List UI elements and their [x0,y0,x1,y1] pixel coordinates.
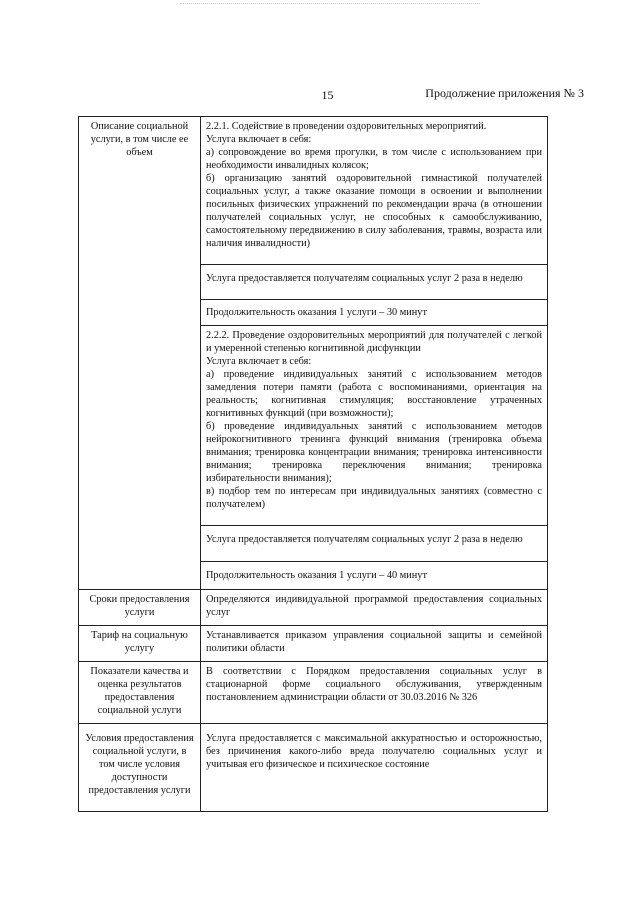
table-row [79,662,548,724]
row-label-conditions: Условия предоставления социальной услуги, в том числе условия доступности предоставления услуги [79,724,201,812]
table-row [79,117,548,265]
quality-cell: В соответствии с Порядком предоставления социальных услуг в стационарной форме социального обслуживания, утвержденным постановлением администрации области от 30.03.2016 № 326 [201,662,548,724]
block-intro: Услуга включает в себя: [206,134,312,145]
conditions-cell: Услуга предоставляется с максимальной аккуратностью и осторожностью, без причинения какого-либо вреда получателю социальных услуг и учитывая его физическое и психическое состояние [201,724,548,812]
list-item: в) подбор тем по интересам при индивидуальных занятиях (совместно с получателем) [206,486,542,510]
page-number: 15 [321,88,334,102]
tariff-cell: Устанавливается приказом управления социальной защиты и семейной политики области [201,626,548,662]
table-row [79,626,548,662]
scan-artifact [180,3,480,10]
list-item: б) проведение индивидуальных занятий с использованием методов нейрокогнитивного тренинга функций внимания (тренировка объема внимания; тренировка концентрации внимания; тренировка интенсивности внимания; тренировка переключения внимания; тренировка избирательности внимания); [206,421,542,484]
block-title: 2.2.1. Содействие в проведении оздоровительных мероприятий. [206,121,487,132]
table-row [79,724,548,812]
terms-cell: Определяются индивидуальной программой предоставления социальных услуг [201,590,548,626]
frequency-cell: Услуга предоставляется получателям социальных услуг 2 раза в неделю [201,526,548,562]
frequency-cell: Услуга предоставляется получателям социальных услуг 2 раза в неделю [201,265,548,300]
list-item: б) организацию занятий оздоровительной гимнастикой получателей социальных услуг, а также оказание помощи в освоении и выполнении посильных физических упражнений по рекомендации врача (в отношении получателей социальных услуг, не способных к самообслуживанию, самостоятельному передвижению в силу заболевания, травмы, возраста или наличия инвалидности) [206,173,542,249]
row-label-quality: Показатели качества и оценка результатов предоставления социальной услуги [79,662,201,724]
block-title: 2.2.2. Проведение оздоровительных мероприятий для получателей с легкой и умеренной степенью когнитивной дисфункции [206,330,542,354]
block-intro: Услуга включает в себя: [206,356,312,367]
appendix-continuation: Продолжение приложения № 3 [425,86,584,100]
service-description-table [78,116,548,812]
row-label-description: Описание социальной услуги, в том числе ее объем [79,117,201,590]
list-item: а) сопровождение во время прогулки, в том числе с использованием при необходимости инвалидных колясок; [206,147,542,171]
list-item: а) проведение индивидуальных занятий с использованием методов замедления потери памяти (работа с воспоминаниями, ориентация на реальность; когнитивная стимуляция; восстановление утраченных когнитивных функций (при возможности); [206,369,542,419]
block-2-2-2 [201,326,548,526]
table-row [79,590,548,626]
row-label-tariff: Тариф на социальную услугу [79,626,201,662]
duration-cell: Продолжительность оказания 1 услуги – 40 минут [201,562,548,590]
row-label-terms: Сроки предоставления услуги [79,590,201,626]
duration-cell: Продолжительность оказания 1 услуги – 30 минут [201,300,548,326]
block-2-2-1 [201,117,548,265]
